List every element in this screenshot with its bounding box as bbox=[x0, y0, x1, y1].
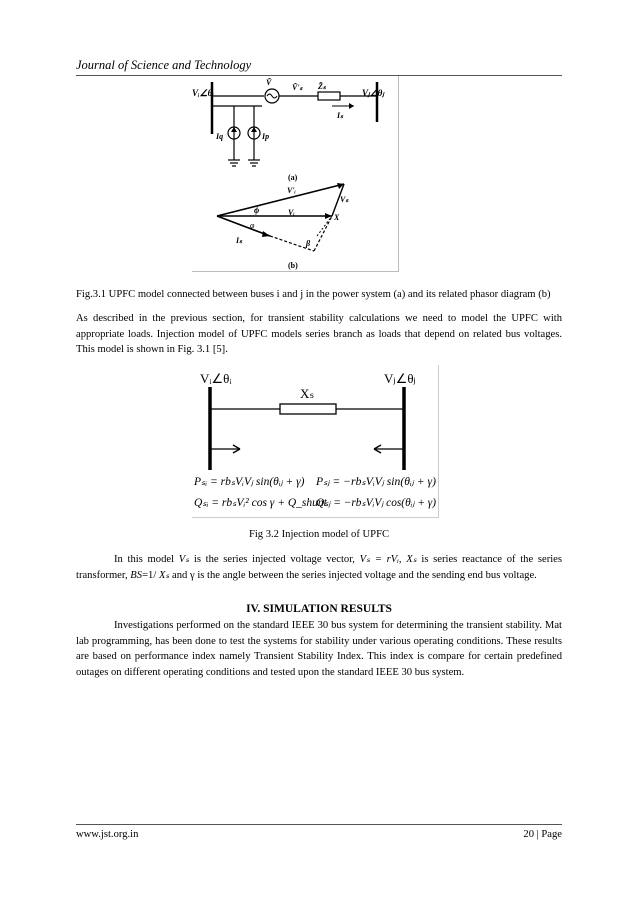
section-paragraph: Investigations performed on the standard IEEE 30 bus system for determining the transient stability. Mat lab programming, has been done to test the systems for stability under various operating conditions. These results are based on performance index namely Transient Stability Index. This index is compare for certain predefined outages on different operating conditions and tested upon the standard IEEE 30 bus system. bbox=[76, 620, 562, 678]
paragraph-2 bbox=[76, 552, 562, 583]
label-beta: β bbox=[306, 239, 311, 248]
label-vi: Vᵢ∠θᵢ bbox=[192, 88, 214, 98]
text-run: is series reactance of the series transformer, bbox=[76, 554, 562, 581]
reactance-xs bbox=[280, 404, 336, 414]
footer-website: www.jst.org.in bbox=[76, 829, 139, 840]
label-phi: ϕ bbox=[254, 205, 260, 215]
equation-inline: Vₛ = rVᵢ, Xₛ bbox=[359, 554, 417, 565]
equation-q-si: Qₛᵢ = rbₛVᵢ² cos γ + Q_shunt bbox=[194, 497, 327, 509]
section-heading: IV. SIMULATION RESULTS bbox=[246, 603, 392, 615]
label-phasor-is: Iₛ bbox=[236, 236, 243, 245]
label-vj: Vⱼ∠θⱼ bbox=[384, 371, 416, 386]
label-x: X bbox=[334, 213, 340, 222]
text-run: =1/ bbox=[142, 569, 159, 581]
label-is: Iₛ bbox=[337, 111, 344, 120]
label-ip: Ip bbox=[262, 132, 270, 141]
label-vs: Ṽ'ₛ bbox=[292, 83, 303, 92]
figure-3-2-caption: Fig 3.2 Injection model of UPFC bbox=[248, 529, 390, 540]
figure-3-1 bbox=[192, 76, 399, 272]
label-b: (b) bbox=[288, 261, 298, 270]
label-phasor-vi: Vᵢ bbox=[288, 208, 295, 217]
label-phasor-vs: Vₛ bbox=[340, 195, 349, 204]
equation-q-sj: Qₛⱼ = −rbₛVᵢVⱼ cos(θᵢⱼ + γ) bbox=[316, 497, 437, 509]
injection-model-diagram bbox=[192, 365, 438, 517]
phasor-vi-prime bbox=[217, 184, 344, 216]
paragraph-1: As described in the previous section, for transient stability calculations we need to model the UPFC with appropriate loads. Injection model of UPFC models series branch as loads that depend on related bus voltages. This model is shown in Fig. 3.1 [5]. bbox=[76, 313, 562, 355]
symbol-bs: BS bbox=[130, 569, 143, 581]
symbol-vs: Vₛ bbox=[178, 554, 190, 565]
phasor-is bbox=[217, 216, 270, 236]
footer-rule bbox=[76, 824, 562, 825]
label-vj: Vⱼ∠θⱼ bbox=[362, 88, 384, 98]
figure-3-2 bbox=[192, 365, 439, 518]
figure-3-1-caption: Fig.3.1 UPFC model connected between buses i and j in the power system (a) and its related phasor diagram (b) bbox=[76, 289, 551, 300]
symbol-xs: Xₛ bbox=[158, 569, 170, 581]
label-iq: Iq bbox=[216, 132, 224, 141]
journal-title: Journal of Science and Technology bbox=[76, 58, 252, 72]
text-run: and γ is the angle between the series injected voltage and the sending end bus voltage. bbox=[169, 569, 537, 581]
label-vi: Vᵢ∠θᵢ bbox=[200, 371, 232, 386]
text-run: In this model bbox=[114, 554, 179, 565]
equation-p-sj: Pₛⱼ = −rbₛVᵢVⱼ sin(θᵢⱼ + γ) bbox=[314, 476, 437, 488]
label-xs: Xₛ bbox=[300, 386, 315, 401]
label-z: Z̃ₛ bbox=[318, 82, 326, 91]
impedance-box bbox=[318, 92, 340, 100]
upfc-diagram bbox=[192, 76, 398, 271]
label-v-source: Ṽ bbox=[266, 78, 272, 87]
label-a: (a) bbox=[288, 173, 298, 182]
equation-p-si: Pₛᵢ = rbₛVᵢVⱼ sin(θᵢⱼ + γ) bbox=[194, 476, 305, 488]
label-varphi: φ bbox=[250, 221, 255, 230]
label-phasor-vi-prime: V'ᵢ bbox=[287, 186, 296, 195]
text-run: is the series injected voltage vector, bbox=[189, 554, 360, 565]
footer-page-number: 20 | Page bbox=[523, 829, 562, 840]
